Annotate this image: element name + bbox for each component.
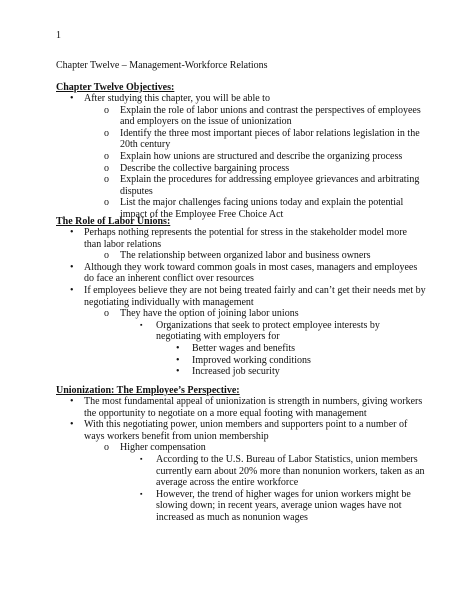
circle-marker-icon: o (104, 197, 109, 209)
outline-item (56, 366, 426, 378)
circle-marker-icon: o (104, 250, 109, 262)
outline-item-text: List the major challenges facing unions today and explain the potential impact of the Employee Free Choice Act (120, 197, 404, 220)
outline-item-text: Explain the role of labor unions and contrast the perspectives of employees and employers on the issue of unionization (120, 104, 421, 128)
square-marker-icon: ▪ (140, 320, 143, 329)
outline-item-text: After studying this chapter, you will be able to (84, 93, 270, 104)
circle-marker-icon: o (104, 104, 109, 116)
outline-item (56, 105, 426, 128)
outline-item (56, 343, 426, 355)
outline-item-text: Improved working conditions (192, 354, 311, 366)
section-heading-employee-perspective: Unionization: The Employee’s Perspective: (56, 385, 240, 396)
bullet-marker-icon: • (70, 93, 74, 104)
square-marker-icon: ▪ (140, 454, 143, 463)
page-number: 1 (56, 30, 61, 41)
square-marker-icon: ▪ (140, 489, 143, 498)
outline-item (56, 227, 426, 250)
outline-item-text: The most fundamental appeal of unionization is strength in numbers, giving workers the opportunity to negotiate on a more equal footing with management (84, 396, 423, 419)
bullet-marker-icon: • (70, 284, 74, 296)
outline-item-text: The relationship between organized labor and business owners (120, 250, 371, 262)
bullet-marker-icon: • (70, 261, 74, 273)
outline-item (56, 163, 426, 175)
circle-marker-icon: o (104, 150, 109, 162)
bullet-marker-icon: • (176, 366, 180, 378)
bullet-marker-icon: • (70, 419, 74, 431)
outline-item-text: Although they work toward common goals in most cases, managers and employees do face an inherent conflict over resources (84, 261, 418, 285)
outline-item-text: Explain how unions are structured and describe the organizing process (120, 150, 403, 162)
outline-item-text: Organizations that seek to protect employee interests by negotiating with employers for (156, 319, 380, 343)
outline-item-text: If employees believe they are not being treated fairly and can’t get their needs met by negotiating individually with management (84, 284, 426, 308)
outline-item (56, 454, 426, 489)
outline-item (56, 355, 426, 367)
outline-item (56, 250, 426, 262)
outline-item (56, 320, 426, 343)
outline-item (56, 442, 426, 454)
circle-marker-icon: o (104, 442, 109, 454)
section-heading-role-of-labor-unions: The Role of Labor Unions: (56, 216, 171, 227)
outline-item (56, 151, 426, 163)
bullet-marker-icon: • (176, 354, 180, 366)
outline-item-text: According to the U.S. Bureau of Labor Statistics, union members currently earn about 20% more than nonunion workers, taken as an average across the entire workforce (156, 453, 425, 489)
bullet-marker-icon: • (70, 396, 74, 407)
employee-perspective-list (56, 396, 426, 524)
outline-item-text: However, the trend of higher wages for union workers might be slowing down; in recent years, average union wages have not increased as much as nonunion wages (156, 488, 411, 523)
circle-marker-icon: o (104, 127, 109, 139)
role-of-labor-unions-list (56, 227, 426, 378)
outline-item-text: They have the option of joining labor unions (120, 308, 299, 320)
bullet-marker-icon: • (70, 227, 74, 238)
outline-item (56, 285, 426, 308)
outline-item-text: Increased job security (192, 366, 280, 378)
section-heading-objectives: Chapter Twelve Objectives: (56, 82, 175, 93)
outline-item (56, 419, 426, 442)
outline-item-text: Perhaps nothing represents the potential for stress in the stakeholder model more than labor relations (84, 227, 407, 250)
outline-item (56, 174, 426, 197)
outline-item (56, 128, 426, 151)
bullet-marker-icon: • (176, 342, 180, 354)
chapter-title: Chapter Twelve – Management-Workforce Relations (56, 60, 268, 71)
outline-item-text: Better wages and benefits (192, 342, 296, 354)
outline-item-text: Identify the three most important pieces of labor relations legislation in the 20th century (120, 127, 420, 151)
outline-item (56, 308, 426, 320)
outline-item-text: With this negotiating power, union members and supporters point to a number of ways workers benefit from union membership (84, 419, 408, 442)
circle-marker-icon: o (104, 308, 109, 320)
circle-marker-icon: o (104, 174, 109, 186)
outline-item (56, 396, 426, 419)
outline-item (56, 93, 426, 105)
circle-marker-icon: o (104, 162, 109, 174)
outline-item-text: Describe the collective bargaining process (120, 162, 290, 174)
outline-item-text: Higher compensation (120, 442, 206, 454)
outline-item (56, 489, 426, 524)
outline-item (56, 262, 426, 285)
outline-item-text: Explain the procedures for addressing employee grievances and arbitrating disputes (120, 174, 420, 197)
objectives-list (56, 93, 426, 221)
